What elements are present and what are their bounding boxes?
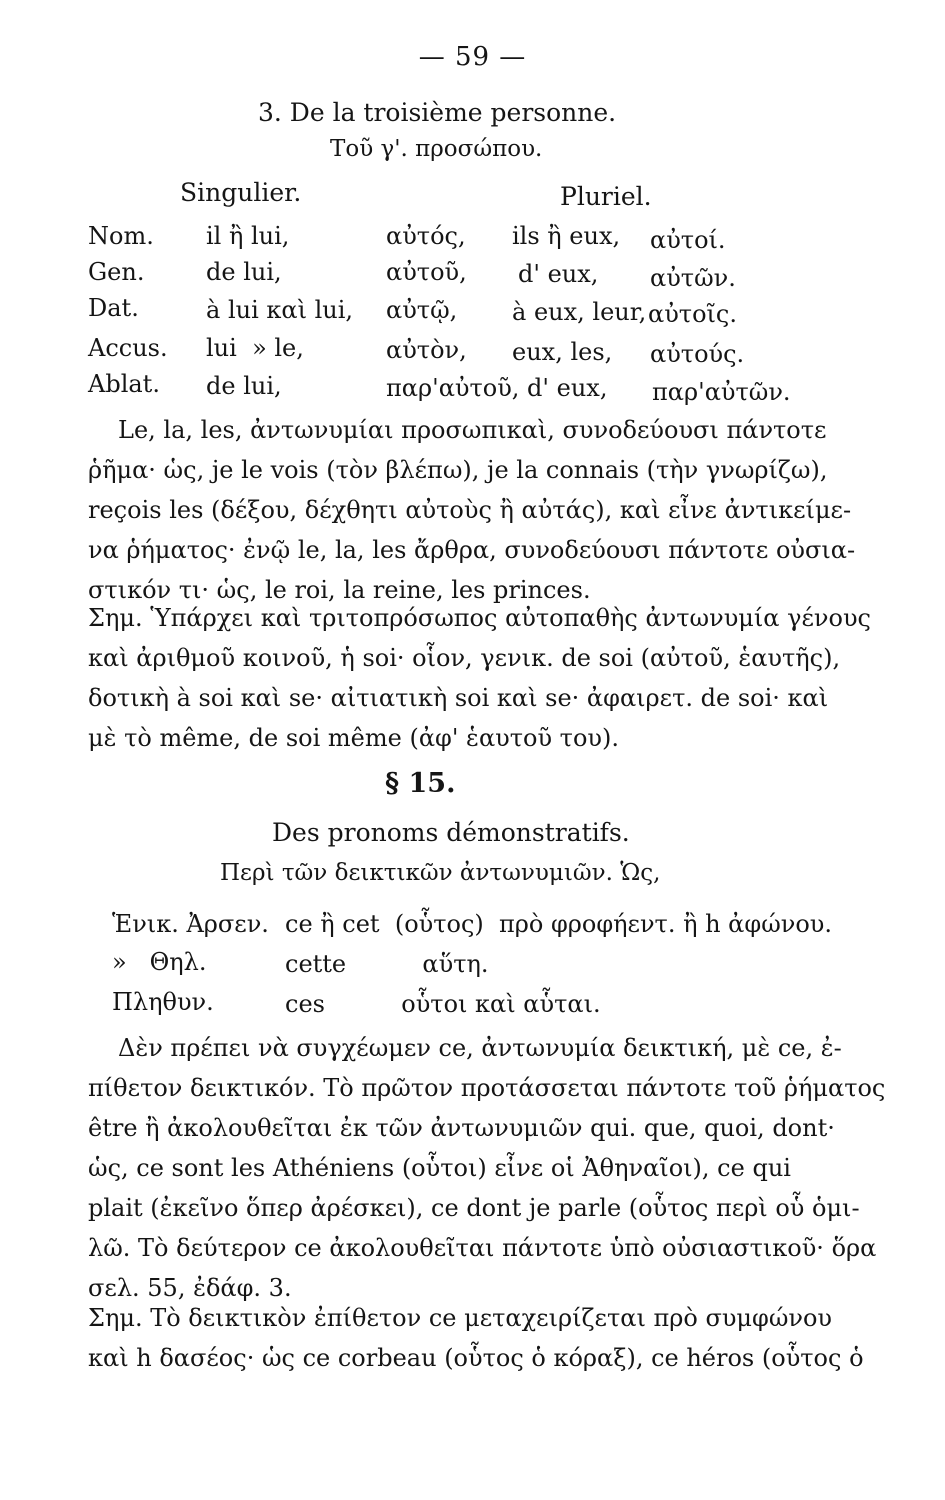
gender-label: » Θηλ. xyxy=(112,948,207,976)
greek-plural: αὐτούς. xyxy=(650,340,745,368)
french-plural: παρ'αὐτοῦ, d' eux, xyxy=(386,374,608,402)
text-line: να ῥήματος· ἐνῷ le, la, les ἄρθρα, συνοδεύουσι πάντοτε οὐσια- xyxy=(88,536,856,564)
french-plural: eux, les, xyxy=(512,338,613,366)
section-15-title: Des pronoms démonstratifs. xyxy=(272,818,630,847)
demonstrative-forms: cette αὕτη. xyxy=(285,950,489,978)
section-15-greek-title: Περὶ τῶν δεικτικῶν ἀντωνυμιῶν. Ὡς, xyxy=(220,860,661,886)
french-singular: il ἢ lui, xyxy=(206,222,290,250)
plural-label: Pluriel. xyxy=(560,182,652,211)
text-line: καὶ ἀριθμοῦ κοινοῦ, ἡ soi· οἷον, γενικ. de soi (αὐτοῦ, ἑαυτῆς), xyxy=(88,644,841,672)
text-line: ὡς, ce sont les Athéniens (οὗτοι) εἶνε οἱ Ἀθηναῖοι), ce qui xyxy=(88,1154,791,1182)
case-label: Ablat. xyxy=(88,370,160,398)
singular-label: Singulier. xyxy=(180,178,302,207)
greek-singular: αὐτῷ, xyxy=(386,296,458,324)
text-line: reçois les (δέξου, δέχθητι αὐτοὺς ἢ αὐτάς), καὶ εἶνε ἀντικείμε- xyxy=(88,496,852,524)
text-line: δοτικὴ à soi καὶ se· αἰτιατικὴ soi καὶ se· ἀφαιρετ. de soi· καὶ xyxy=(88,684,829,712)
demonstrative-forms: ce ἢ cet (οὗτος) πρὸ φροφήεντ. ἢ h ἀφώνου. xyxy=(285,910,833,938)
section-3-title: 3. De la troisième personne. xyxy=(258,98,617,127)
french-singular: de lui, xyxy=(206,258,282,286)
greek-plural: αὐτοῖς. xyxy=(648,300,738,328)
french-singular: lui » le, xyxy=(206,334,304,362)
paragraph-personal-pronouns xyxy=(88,410,856,610)
text-line: Σημ. Ὑπάρχει καὶ τριτοπρόσωπος αὐτοπαθὴς ἀντωνυμία γένους xyxy=(88,604,871,632)
paragraph-ce-usage xyxy=(88,1028,886,1308)
text-line: Δὲν πρέπει νὰ συγχέωμεν ce, ἀντωνυμία δεικτική, μὲ ce, ἐ- xyxy=(118,1034,842,1062)
text-line: plait (ἐκεῖνο ὅπερ ἀρέσκει), ce dont je parle (οὗτος περὶ οὗ ὁμι- xyxy=(88,1194,860,1222)
section-15-number: § 15. xyxy=(385,768,456,799)
greek-plural: αὐτῶν. xyxy=(650,264,736,292)
case-label: Dat. xyxy=(88,294,139,322)
text-line: être ἢ ἀκολουθεῖται ἐκ τῶν ἀντωνυμιῶν qui. que, quoi, dont· xyxy=(88,1114,835,1142)
page-number: — 59 — xyxy=(418,42,527,72)
french-plural: ils ἢ eux, xyxy=(512,222,621,250)
paragraph-ce-adjective-note xyxy=(88,1298,864,1378)
text-line: λῶ. Τὸ δεύτερον ce ἀκολουθεῖται πάντοτε ὑπὸ οὐσιαστικοῦ· ὅρα xyxy=(88,1234,877,1262)
text-line: πίθετον δεικτικόν. Τὸ πρῶτον προτάσσεται πάντοτε τοῦ ῥήματος xyxy=(88,1074,886,1102)
gender-label: Πληθυν. xyxy=(112,988,214,1016)
gender-label: Ἑνικ. Ἀρσεν. xyxy=(112,910,269,938)
section-3-greek-title: Τοῦ γ'. προσώπου. xyxy=(330,136,543,162)
french-plural: à eux, leur, xyxy=(512,298,647,326)
case-label: Nom. xyxy=(88,222,154,250)
demonstrative-forms: ces οὗτοι καὶ αὗται. xyxy=(285,990,601,1018)
text-line: Σημ. Τὸ δεικτικὸν ἐπίθετον ce μεταχειρίζεται πρὸ συμφώνου xyxy=(88,1304,833,1332)
french-singular: de lui, xyxy=(206,372,282,400)
text-line: μὲ τὸ même, de soi même (ἀφ' ἑαυτοῦ του). xyxy=(88,724,619,752)
text-line: στικόν τι· ὡς, le roi, la reine, les princes. xyxy=(88,576,591,604)
text-line: Le, la, les, ἀντωνυμίαι προσωπικαὶ, συνοδεύουσι πάντοτε xyxy=(118,416,827,444)
greek-plural: παρ'αὐτῶν. xyxy=(652,378,791,406)
text-line: σελ. 55, ἐδάφ. 3. xyxy=(88,1274,292,1302)
case-label: Gen. xyxy=(88,258,145,286)
paragraph-reflexive-note xyxy=(88,598,871,758)
greek-singular: αὐτοῦ, xyxy=(386,258,467,286)
text-line: καὶ h δασέος· ὡς ce corbeau (οὗτος ὁ κόραξ), ce héros (οὗτος ὁ xyxy=(88,1344,864,1372)
greek-plural: αὐτοί. xyxy=(650,226,726,254)
french-plural: d' eux, xyxy=(518,260,599,288)
french-singular: à lui καὶ lui, xyxy=(206,296,354,324)
greek-singular: αὐτὸν, xyxy=(386,336,467,364)
greek-singular: αὐτός, xyxy=(386,222,466,250)
text-line: ῥῆμα· ὡς, je le vois (τὸν βλέπω), je la connais (τὴν γνωρίζω), xyxy=(88,456,828,484)
case-label: Accus. xyxy=(88,334,168,362)
